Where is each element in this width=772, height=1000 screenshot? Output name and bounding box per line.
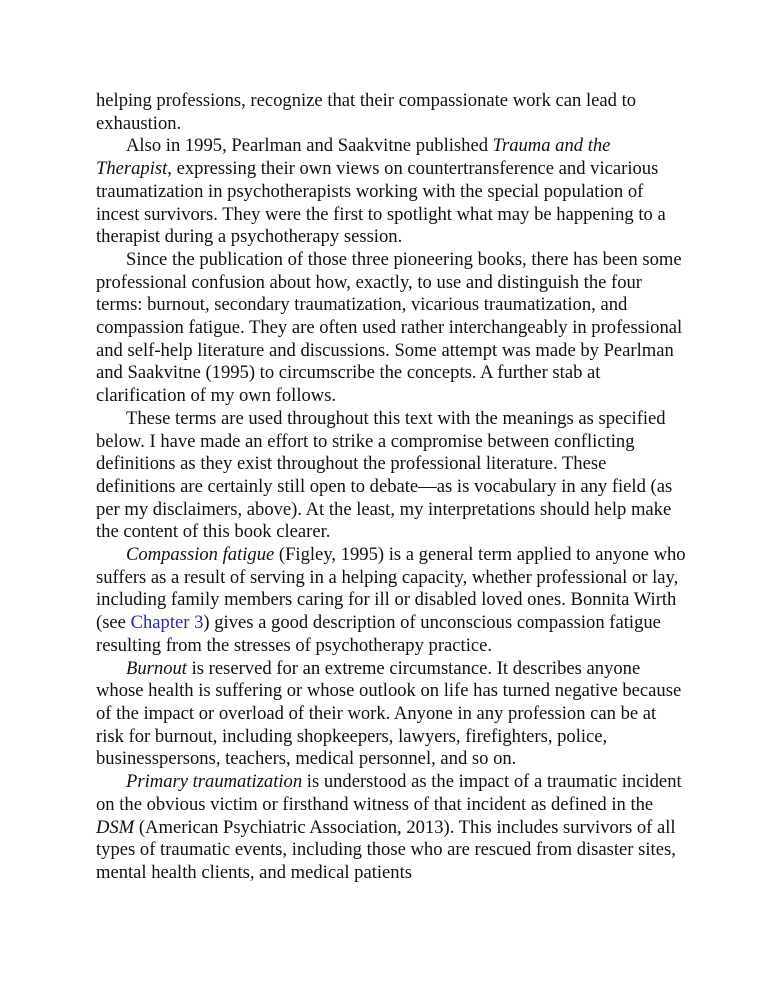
paragraph-7 bbox=[96, 771, 686, 885]
paragraph-5 bbox=[96, 544, 686, 658]
paragraph-text: ) gives a good description of unconscious compassion fatigue resulting from the stresses of psychotherapy practice. bbox=[96, 612, 661, 656]
paragraph-text: is understood as the impact of a traumatic incident on the obvious victim or firsthand witness of that incident as defined in the bbox=[96, 771, 682, 815]
chapter-3-link[interactable]: Chapter 3 bbox=[130, 612, 204, 634]
term-primary-traumatization: Primary traumatization bbox=[126, 771, 303, 793]
paragraph-4 bbox=[96, 408, 686, 544]
paragraph-text: is reserved for an extreme circumstance. It describes anyone whose health is suffering or whose outlook on life has turned negative because of the impact or overload of their work. Anyone in any profession can be at risk for burnout, including shopkeepers, lawyers, firefighters, police, businesspersons, teachers, medical personnel, and so on. bbox=[96, 657, 682, 770]
paragraph-text: , expressing their own views on countertransference and vicarious traumatization in psychotherapists working with the special population of incest survivors. They were the first to spotlight what may be happening to a therapist during a psychotherapy session. bbox=[96, 158, 666, 248]
paragraph-2 bbox=[96, 135, 686, 249]
paragraph-6 bbox=[96, 658, 686, 772]
term-compassion-fatigue: Compassion fatigue bbox=[126, 544, 275, 566]
paragraph-text: (Figley, 1995) is a general term applied to anyone who suffers as a result of serving in a helping capacity, whether professional or lay, including family members caring for ill or disabled loved ones. Bonnita Wirth (see bbox=[96, 544, 686, 634]
paragraph-text: Also in 1995, Pearlman and Saakvitne published bbox=[126, 135, 493, 157]
paragraph-text: (American Psychiatric Association, 2013). This includes survivors of all types of traumatic events, including those who are rescued from disaster sites, mental health clients, and medical patients bbox=[96, 816, 676, 883]
paragraph-text: helping professions, recognize that their compassionate work can lead to exhaustion. bbox=[96, 90, 637, 134]
paragraph-3 bbox=[96, 249, 686, 408]
term-burnout: Burnout bbox=[126, 657, 187, 679]
document-page bbox=[96, 90, 686, 885]
book-title: Trauma and the Therapist bbox=[96, 135, 611, 180]
paragraph-1 bbox=[96, 90, 686, 135]
dsm-reference: DSM bbox=[96, 816, 135, 838]
paragraph-text: These terms are used throughout this text with the meanings as specified below. I have made an effort to strike a compromise between conflicting definitions as they exist throughout the professional literature. These definitions are certainly still open to debate—as is vocabulary in any field (as per my disclaimers, above). At the least, my interpretations should help make the content of this book clearer. bbox=[96, 407, 673, 543]
paragraph-text: Since the publication of those three pioneering books, there has been some professional confusion about how, exactly, to use and distinguish the four terms: burnout, secondary traumatization, vicarious traumatization, and compassion fatigue. They are often used rather interchangeably in professional and self-help literature and discussions. Some attempt was made by Pearlman and Saakvitne (1995) to circumscribe the concepts. A further stab at clarification of my own follows. bbox=[96, 248, 683, 407]
